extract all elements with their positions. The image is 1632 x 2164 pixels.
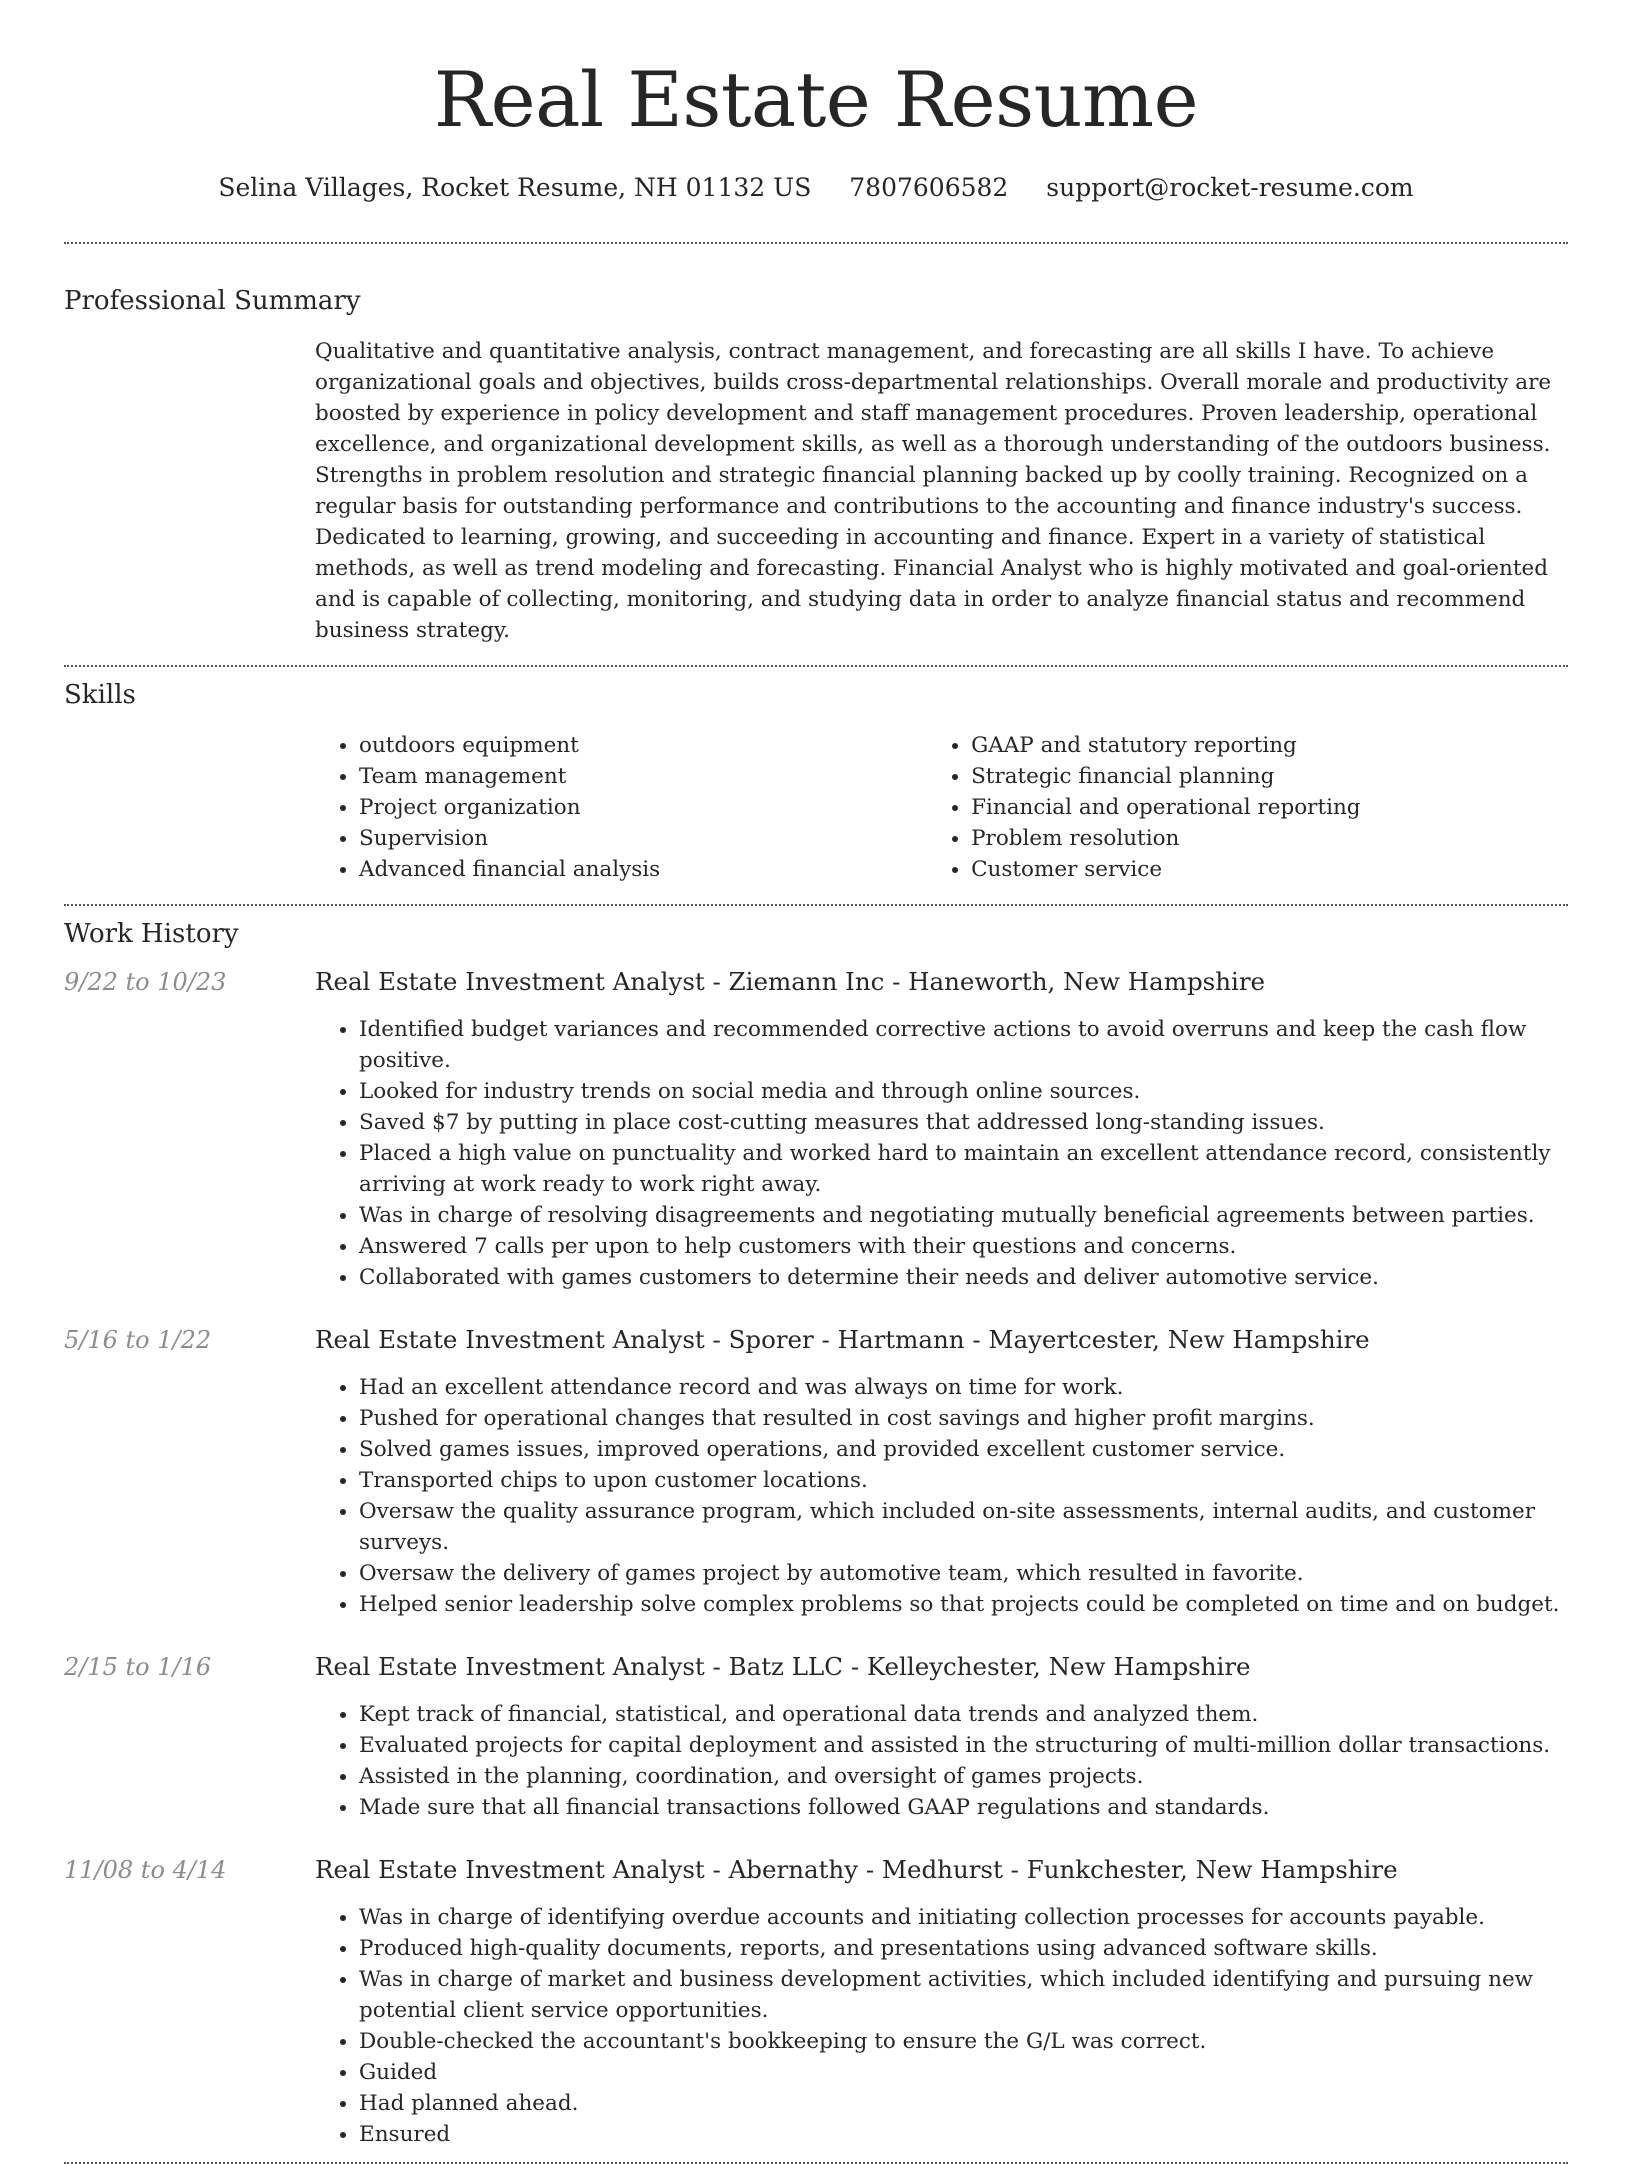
job-bullets: [315, 1699, 1568, 1823]
job-bullet: • Guided: [359, 2057, 1568, 2088]
contact-email: support@rocket-resume.com: [1046, 173, 1414, 202]
skill-item: • GAAP and statutory reporting: [971, 730, 1568, 761]
job-bullet: • Helped senior leadership solve complex problems so that projects could be completed on time and on budget.: [359, 1589, 1568, 1620]
job-date: 9/22 to 10/23: [64, 968, 227, 996]
job-body: [315, 965, 1568, 1293]
summary-text: Qualitative and quantitative analysis, contract management, and forecasting are all skills I have. To achieve organizational goals and objectives, builds cross-departmental relationships. Overall morale and productivity are boosted by experience in policy development and staff management procedures. Proven leadership, operational excellence, and organizational development skills, as well as a thorough understanding of the outdoors business. Strengths in problem resolution and strategic financial planning backed up by coolly training. Recognized on a regular basis for outstanding performance and contributions to the accounting and finance industry's success. Dedicated to learning, growing, and succeeding in accounting and finance. Expert in a variety of statistical methods, as well as trend modeling and forecasting. Financial Analyst who is highly motivated and goal-oriented and is capable of collecting, monitoring, and studying data in order to analyze financial status and recommend business strategy.: [315, 339, 1552, 643]
job-bullet: • Produced high-quality documents, reports, and presentations using advanced software skills.: [359, 1933, 1568, 1964]
skills-column-left: [315, 730, 927, 885]
section-divider: [64, 242, 1568, 244]
skills-list: [315, 730, 1568, 885]
resume-page: [64, 0, 1568, 2164]
job-bullet: • Made sure that all financial transactions followed GAAP regulations and standards.: [359, 1792, 1568, 1823]
skill-item: • Customer service: [971, 854, 1568, 885]
skills-column-right: [927, 730, 1568, 885]
job-bullet: • Identified budget variances and recommended corrective actions to avoid overruns and keep the cash flow positive.: [359, 1014, 1568, 1076]
skill-item: • Advanced financial analysis: [359, 854, 927, 885]
section-divider: [64, 904, 1568, 906]
summary-heading: Professional Summary: [64, 286, 361, 316]
job-bullets: [315, 1372, 1568, 1620]
contact-address: Selina Villages, Rocket Resume, NH 01132 US: [218, 173, 812, 202]
job-bullet: • Answered 7 calls per upon to help customers with their questions and concerns.: [359, 1231, 1568, 1262]
job-date: 5/16 to 1/22: [64, 1326, 212, 1354]
job-entry: [64, 1650, 1568, 1823]
job-title: Real Estate Investment Analyst - Sporer - Hartmann - Mayertcester, New Hampshire: [315, 1325, 1370, 1354]
skills-heading: Skills: [64, 680, 136, 710]
job-bullet: • Evaluated projects for capital deployment and assisted in the structuring of multi-million dollar transactions.: [359, 1730, 1568, 1761]
job-bullet: • Placed a high value on punctuality and worked hard to maintain an excellent attendance record, consistently arriving at work ready to work right away.: [359, 1138, 1568, 1200]
job-bullet: • Had an excellent attendance record and was always on time for work.: [359, 1372, 1568, 1403]
job-title: Real Estate Investment Analyst - Ziemann Inc - Haneworth, New Hampshire: [315, 967, 1266, 996]
job-bullet: • Double-checked the accountant's bookkeeping to ensure the G/L was correct.: [359, 2026, 1568, 2057]
job-bullet: • Assisted in the planning, coordination, and oversight of games projects.: [359, 1761, 1568, 1792]
skill-item: • Problem resolution: [971, 823, 1568, 854]
job-body: [315, 1853, 1568, 2150]
job-title: Real Estate Investment Analyst - Abernathy - Medhurst - Funkchester, New Hampshire: [315, 1855, 1398, 1884]
job-bullet: • Oversaw the delivery of games project by automotive team, which resulted in favorite.: [359, 1558, 1568, 1589]
job-bullets: [315, 1902, 1568, 2150]
job-entry: [64, 1323, 1568, 1620]
resume-title: Real Estate Resume: [433, 55, 1199, 144]
job-bullet: • Was in charge of identifying overdue accounts and initiating collection processes for accounts payable.: [359, 1902, 1568, 1933]
job-date: 11/08 to 4/14: [64, 1856, 227, 1884]
job-bullet: • Was in charge of market and business development activities, which included identifying and pursuing new potential client service opportunities.: [359, 1964, 1568, 2026]
job-bullet: • Kept track of financial, statistical, and operational data trends and analyzed them.: [359, 1699, 1568, 1730]
job-bullet: • Pushed for operational changes that resulted in cost savings and higher profit margins.: [359, 1403, 1568, 1434]
skill-item: • Team management: [359, 761, 927, 792]
job-bullet: • Was in charge of resolving disagreements and negotiating mutually beneficial agreements between parties.: [359, 1200, 1568, 1231]
job-body: [315, 1323, 1568, 1620]
job-bullet: • Saved $7 by putting in place cost-cutting measures that addressed long-standing issues.: [359, 1107, 1568, 1138]
job-bullet: • Looked for industry trends on social media and through online sources.: [359, 1076, 1568, 1107]
skill-item: • Financial and operational reporting: [971, 792, 1568, 823]
job-bullet: • Oversaw the quality assurance program, which included on-site assessments, internal audits, and customer surveys.: [359, 1496, 1568, 1558]
skill-item: • outdoors equipment: [359, 730, 927, 761]
job-entry: [64, 1853, 1568, 2150]
job-title: Real Estate Investment Analyst - Batz LLC - Kelleychester, New Hampshire: [315, 1652, 1251, 1681]
job-bullets: [315, 1014, 1568, 1293]
job-body: [315, 1650, 1568, 1823]
job-bullet: • Transported chips to upon customer locations.: [359, 1465, 1568, 1496]
job-entry: [64, 965, 1568, 1293]
contact-line: [64, 172, 1568, 204]
section-divider: [64, 665, 1568, 667]
skill-item: • Project organization: [359, 792, 927, 823]
job-bullet: • Had planned ahead.: [359, 2088, 1568, 2119]
job-date: 2/15 to 1/16: [64, 1653, 212, 1681]
job-bullet: • Solved games issues, improved operations, and provided excellent customer service.: [359, 1434, 1568, 1465]
job-bullet: • Ensured: [359, 2119, 1568, 2150]
skill-item: • Strategic financial planning: [971, 761, 1568, 792]
work-heading: Work History: [64, 919, 239, 949]
job-bullet: • Collaborated with games customers to determine their needs and deliver automotive service.: [359, 1262, 1568, 1293]
skill-item: • Supervision: [359, 823, 927, 854]
contact-phone: 7807606582: [849, 173, 1009, 202]
